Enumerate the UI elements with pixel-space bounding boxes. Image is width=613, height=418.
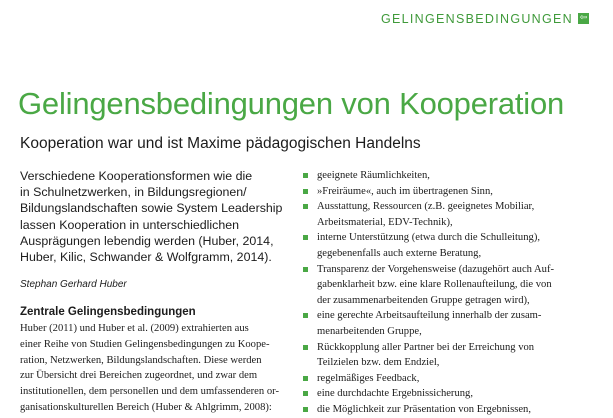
lead-line: Verschiedene Kooperationsformen wie die <box>20 169 253 183</box>
list-item-line <box>303 340 599 356</box>
arrow-left-icon: ⇦ <box>579 13 588 23</box>
list-item <box>303 168 599 184</box>
list-item <box>303 184 599 200</box>
square-bullet-icon <box>303 313 308 318</box>
list-item-text: Arbeitsmaterial, EDV-Technik), <box>317 216 453 228</box>
list-item-text: interne Unterstützung (etwa durch die Schulleitung), <box>317 232 540 244</box>
list-item <box>303 340 599 371</box>
list-item <box>303 199 599 230</box>
lead-line: lassen Kooperation in unterschiedlichen <box>20 217 240 232</box>
list-item-line <box>303 324 599 340</box>
list-item-text: »Freiräume«, auch im übertragenen Sinn, <box>317 185 493 197</box>
bullet-list <box>303 168 599 418</box>
list-item-line <box>303 308 599 324</box>
list-item-line <box>303 246 599 262</box>
square-bullet-icon <box>303 189 308 194</box>
list-item-text: eine durchdachte Ergebnissicherung, <box>317 388 474 400</box>
page-subtitle: Kooperation war und ist Maxime pädagogischen Handelns <box>20 135 421 152</box>
list-item-text: gegebenenfalls auch externe Beratung, <box>317 247 482 259</box>
lead-line: Huber, Kilic, Schwander & Wolfgramm, 2014). <box>20 250 272 265</box>
square-bullet-icon <box>303 173 308 178</box>
list-item-text: die Möglichkeit zur Präsentation von Ergebnissen, <box>317 403 531 415</box>
body-line: institutionellen, dem personellen und dem umfassenderen or- <box>20 386 279 398</box>
list-item-line <box>303 199 599 215</box>
list-item-line <box>303 230 599 246</box>
page-title: Gelingensbedingungen von Kooperation <box>18 86 565 121</box>
list-item-text: der zusammenarbeitenden Gruppe getragen wird), <box>317 294 530 306</box>
author-byline: Stephan Gerhard Huber <box>20 279 127 290</box>
section-label: GELINGENSBEDINGUNGEN <box>380 12 573 26</box>
lead-paragraph <box>20 168 295 265</box>
lead-line: Ausprägungen lebendig werden (Huber, 2014, <box>20 233 274 248</box>
square-bullet-icon <box>303 204 308 209</box>
list-item-line <box>303 277 599 293</box>
list-item-text: Teilzielen bzw. dem Endziel, <box>317 357 440 369</box>
body-line: Huber (2011) und Huber et al. (2009) extrahierten aus <box>20 323 249 334</box>
square-bullet-icon <box>303 267 308 272</box>
list-item-text: Ausstattung, Ressourcen (z.B. geeignetes Mobiliar, <box>317 201 535 213</box>
body-line: ganisationskulturellen Bereich (Huber & Ahlgrimm, 2008): <box>20 401 272 413</box>
list-item <box>303 262 599 309</box>
square-bullet-icon <box>303 376 308 381</box>
section-heading: Zentrale Gelingensbedingungen <box>20 306 196 318</box>
list-item-text: eine gerechte Arbeitsaufteilung innerhalb der zusam- <box>317 310 542 322</box>
square-bullet-icon <box>303 407 308 412</box>
list-item-line <box>303 355 599 371</box>
square-bullet-icon <box>303 345 308 350</box>
list-item <box>303 402 599 418</box>
list-item-text: geeignete Räumlichkeiten, <box>317 170 430 181</box>
list-item-line <box>303 215 599 231</box>
list-item-text: regelmäßiges Feedback, <box>317 372 420 384</box>
list-item-line <box>303 371 599 387</box>
list-item-line <box>303 293 599 309</box>
list-item-line <box>303 262 599 278</box>
list-item <box>303 386 599 402</box>
list-item <box>303 230 599 261</box>
square-bullet-icon <box>303 391 308 396</box>
list-item-text: menarbeitenden Gruppe, <box>317 325 422 337</box>
list-item-line <box>303 184 599 200</box>
lead-line: in Schulnetzwerken, in Bildungsregionen/ <box>20 185 247 200</box>
list-item-text: Rückkopplung aller Partner bei der Erreichung von <box>317 341 535 353</box>
body-line: ration, Netzwerken, Bildungslandschaften. Diese werden <box>20 354 262 366</box>
lead-line: Bildungslandschaften sowie System Leadership <box>20 201 283 216</box>
list-item-line <box>303 386 599 402</box>
list-item <box>303 371 599 387</box>
body-line: einer Reihe von Studien Gelingensbedingungen zu Koope- <box>20 338 270 350</box>
square-bullet-icon <box>303 235 308 240</box>
list-item-text: gabenklarheit bzw. eine klare Rollenaufteilung, die von <box>317 279 552 291</box>
list-item <box>303 308 599 339</box>
body-paragraph <box>20 321 292 416</box>
list-item-line <box>303 168 599 184</box>
body-line: zur Übersicht drei Bereichen zugeordnet, und zwar dem <box>20 370 258 382</box>
list-item-text: Transparenz der Vorgehensweise (dazugehört auch Auf- <box>317 263 555 275</box>
list-item-line <box>303 402 599 418</box>
